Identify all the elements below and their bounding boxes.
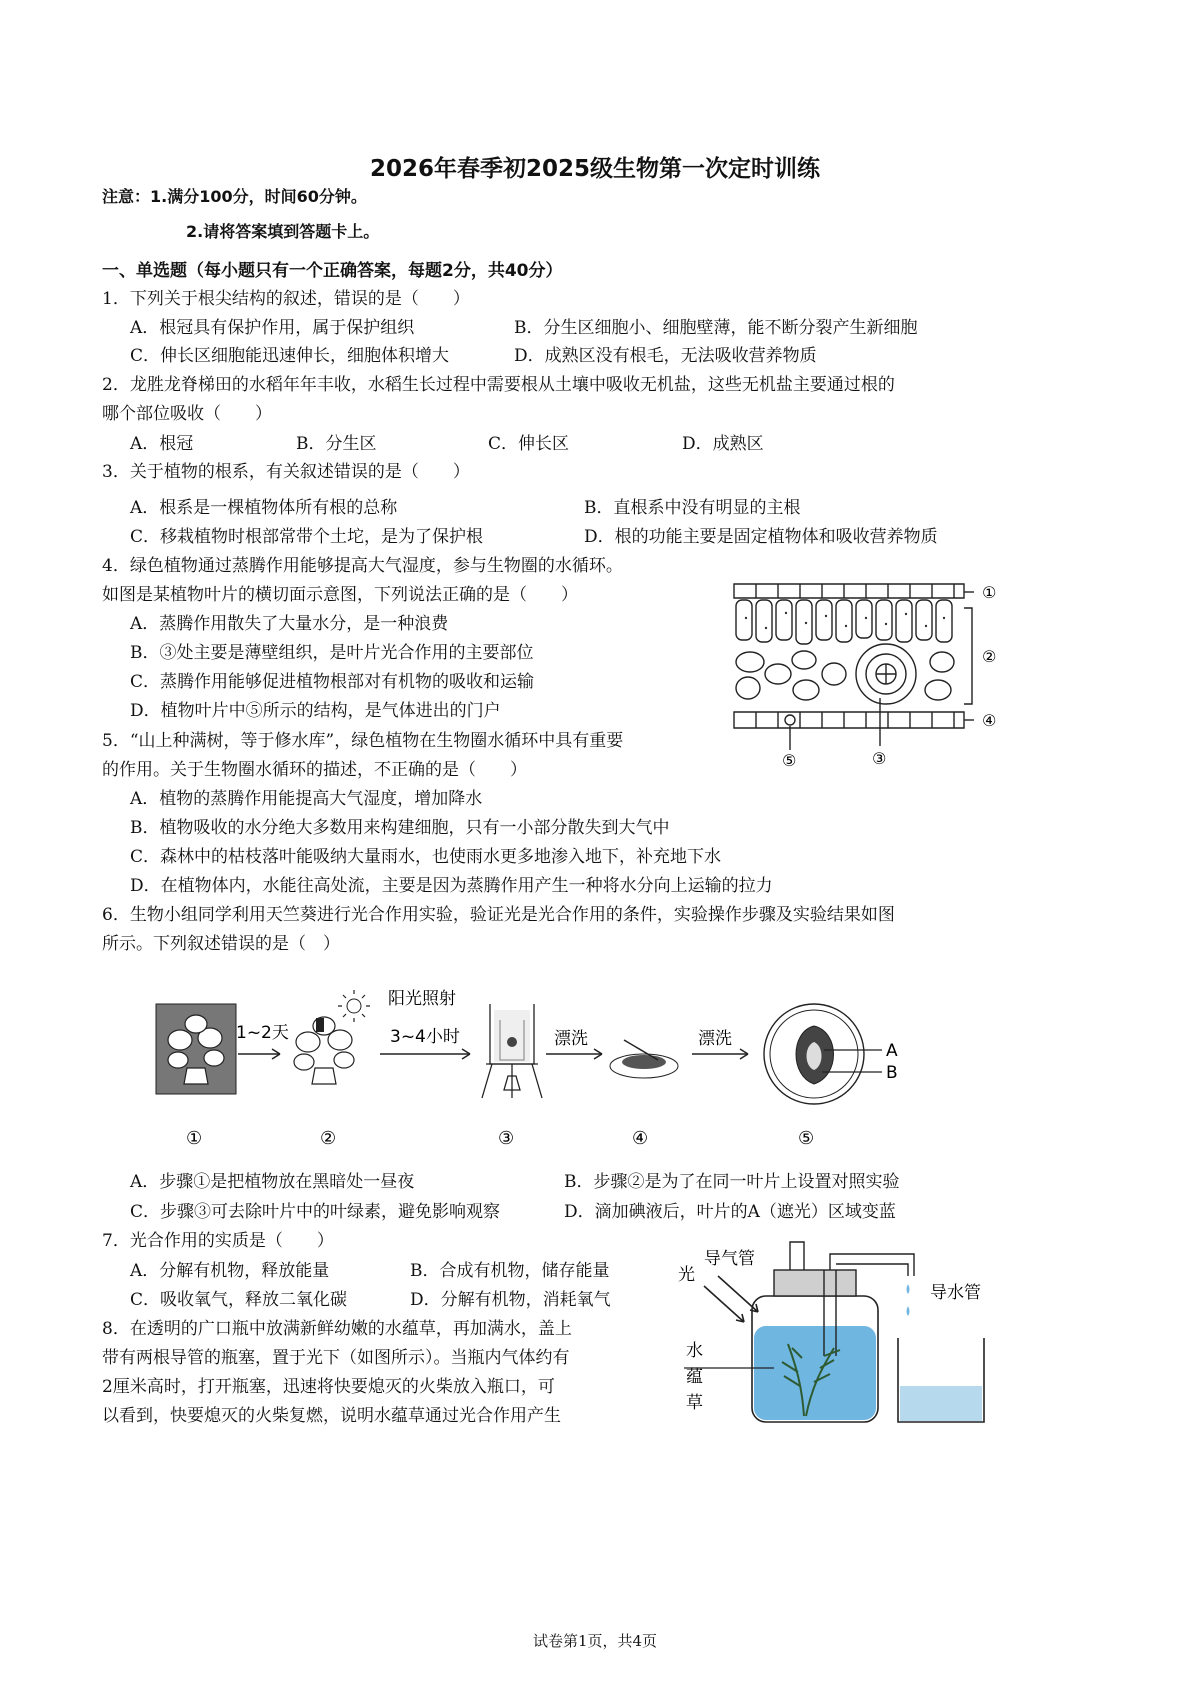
- question-7-option-b: B．合成有机物，储存能量: [410, 1261, 610, 1281]
- question-5-stem-line-1: 5．“山上种满树，等于修水库”，绿色植物在生物圈水循环中具有重要: [102, 731, 624, 751]
- plant-label-char-2: 蕴: [686, 1367, 703, 1387]
- step-label-4: ④: [632, 1128, 649, 1149]
- question-6-stem-line-1: 6．生物小组同学利用天竺葵进行光合作用实验，验证光是光合作用的条件，实验操作步骤及实验结果如图: [102, 905, 895, 925]
- leaf-label-2: ②: [982, 647, 997, 666]
- light-label: 光: [678, 1265, 695, 1285]
- question-1-option-b: B．分生区细胞小、细胞壁薄，能不断分裂产生新细胞: [514, 318, 918, 338]
- question-3-option-d: D．根的功能主要是固定植物体和吸收营养物质: [584, 527, 938, 547]
- question-5-option-a: A．植物的蒸腾作用能提高大气湿度，增加降水: [130, 789, 483, 809]
- notice-line-1: 注意：1.满分100分，时间60分钟。: [102, 187, 367, 206]
- leaf-label-5: ⑤: [782, 751, 797, 770]
- aquatic-plant-bottle-figure: [664, 1236, 1034, 1436]
- question-4-option-d: D．植物叶片中⑤所示的结构，是气体进出的门户: [130, 701, 501, 721]
- photosynthesis-experiment-figure: [150, 980, 930, 1160]
- step-label-3: ③: [498, 1128, 515, 1149]
- question-2-stem-line-2: 哪个部位吸收（ ）: [102, 404, 272, 424]
- question-4-option-b: B．③处主要是薄壁组织，是叶片光合作用的主要部位: [130, 643, 534, 663]
- question-6-stem-line-2: 所示。下列叙述错误的是（ ）: [102, 934, 340, 954]
- question-4-stem-line-1: 4．绿色植物通过蒸腾作用能够提高大气湿度，参与生物圈的水循环。: [102, 556, 623, 576]
- question-1-option-a: A．根冠具有保护作用，属于保护组织: [130, 318, 415, 338]
- question-5-stem-line-2: 的作用。关于生物圈水循环的描述，不正确的是（ ）: [102, 760, 527, 780]
- question-3-stem: 3．关于植物的根系，有关叙述错误的是（ ）: [102, 462, 470, 482]
- question-5-option-b: B．植物吸收的水分绝大多数用来构建细胞，只有一小部分散失到大气中: [130, 818, 670, 838]
- step-label-5: ⑤: [798, 1128, 815, 1149]
- question-3-option-c: C．移栽植物时根部常带个土坨，是为了保护根: [130, 527, 484, 547]
- question-3-option-b: B．直根系中没有明显的主根: [584, 498, 801, 518]
- question-1-option-c: C．伸长区细胞能迅速伸长，细胞体积增大: [130, 346, 450, 366]
- page-footer: 试卷第1页，共4页: [532, 1632, 658, 1650]
- question-5-option-c: C．森林中的枯枝落叶能吸纳大量雨水，也使雨水更多地渗入地下，补充地下水: [130, 847, 722, 867]
- question-2-option-a: A．根冠: [130, 434, 194, 454]
- question-7-option-c: C．吸收氧气，释放二氧化碳: [130, 1290, 348, 1310]
- question-3-option-a: A．根系是一棵植物体所有根的总称: [130, 498, 398, 518]
- leaf-region-b-label: B: [886, 1063, 898, 1083]
- arrow-label-dark: 1~2天: [236, 1023, 289, 1043]
- leaf-label-4: ④: [982, 711, 997, 730]
- question-7-option-a: A．分解有机物，释放能量: [130, 1261, 330, 1281]
- gas-tube-label: 导气管: [704, 1249, 755, 1269]
- question-7-stem: 7．光合作用的实质是（ ）: [102, 1231, 334, 1251]
- question-8-stem-line-2: 带有两根导管的瓶塞，置于光下（如图所示）。当瓶内气体约有: [102, 1348, 570, 1368]
- leaf-region-a-label: A: [886, 1041, 898, 1061]
- question-8-stem-line-3: 2厘米高时，打开瓶塞，迅速将快要熄灭的火柴放入瓶口，可: [102, 1377, 555, 1397]
- question-6-option-b: B．步骤②是为了在同一叶片上设置对照实验: [564, 1172, 900, 1192]
- question-2-stem-line-1: 2．龙胜龙脊梯田的水稻年年丰收，水稻生长过程中需要根从土壤中吸收无机盐，这些无机盐主要通过根的: [102, 375, 895, 395]
- plant-label-char-1: 水: [686, 1341, 703, 1361]
- question-1-option-d: D．成熟区没有根毛，无法吸收营养物质: [514, 346, 817, 366]
- question-4-stem-line-2: 如图是某植物叶片的横切面示意图，下列说法正确的是（ ）: [102, 585, 578, 605]
- question-2-option-d: D．成熟区: [682, 434, 764, 454]
- arrow-label-sunlight: 阳光照射: [388, 989, 456, 1009]
- question-8-stem-line-1: 8．在透明的广口瓶中放满新鲜幼嫩的水蕴草，再加满水，盖上: [102, 1319, 572, 1339]
- question-2-option-b: B．分生区: [296, 434, 377, 454]
- notice-line-2: 2.请将答案填到答题卡上。: [186, 222, 380, 241]
- page-title: 2026年春季初2025级生物第一次定时训练: [369, 156, 821, 182]
- question-4-option-c: C．蒸腾作用能够促进植物根部对有机物的吸收和运输: [130, 672, 535, 692]
- step-label-1: ①: [186, 1128, 203, 1149]
- question-4-option-a: A．蒸腾作用散失了大量水分，是一种浪费: [130, 614, 449, 634]
- water-tube-label: 导水管: [930, 1283, 981, 1303]
- question-6-option-d: D．滴加碘液后，叶片的A（遮光）区域变蓝: [564, 1202, 896, 1222]
- leaf-label-1: ①: [982, 583, 997, 602]
- question-2-option-c: C．伸长区: [488, 434, 570, 454]
- question-8-stem-line-4: 以看到，快要熄灭的火柴复燃，说明水蕴草通过光合作用产生: [102, 1406, 561, 1426]
- arrow-label-rinse-2: 漂洗: [698, 1029, 732, 1049]
- question-1-stem: 1．下列关于根尖结构的叙述，错误的是（ ）: [102, 289, 470, 309]
- section-heading: 一、单选题（每小题只有一个正确答案，每题2分，共40分）: [102, 261, 563, 281]
- leaf-label-3: ③: [872, 749, 887, 768]
- leaf-cross-section-figure: [726, 578, 1026, 778]
- question-6-option-c: C．步骤③可去除叶片中的叶绿素，避免影响观察: [130, 1202, 501, 1222]
- step-label-2: ②: [320, 1128, 337, 1149]
- arrow-label-rinse-1: 漂洗: [554, 1029, 588, 1049]
- arrow-label-hours: 3~4小时: [390, 1027, 460, 1047]
- plant-label-char-3: 草: [686, 1393, 703, 1413]
- question-6-option-a: A．步骤①是把植物放在黑暗处一昼夜: [130, 1172, 415, 1192]
- question-5-option-d: D．在植物体内，水能往高处流，主要是因为蒸腾作用产生一种将水分向上运输的拉力: [130, 876, 773, 896]
- question-7-option-d: D．分解有机物，消耗氧气: [410, 1290, 611, 1310]
